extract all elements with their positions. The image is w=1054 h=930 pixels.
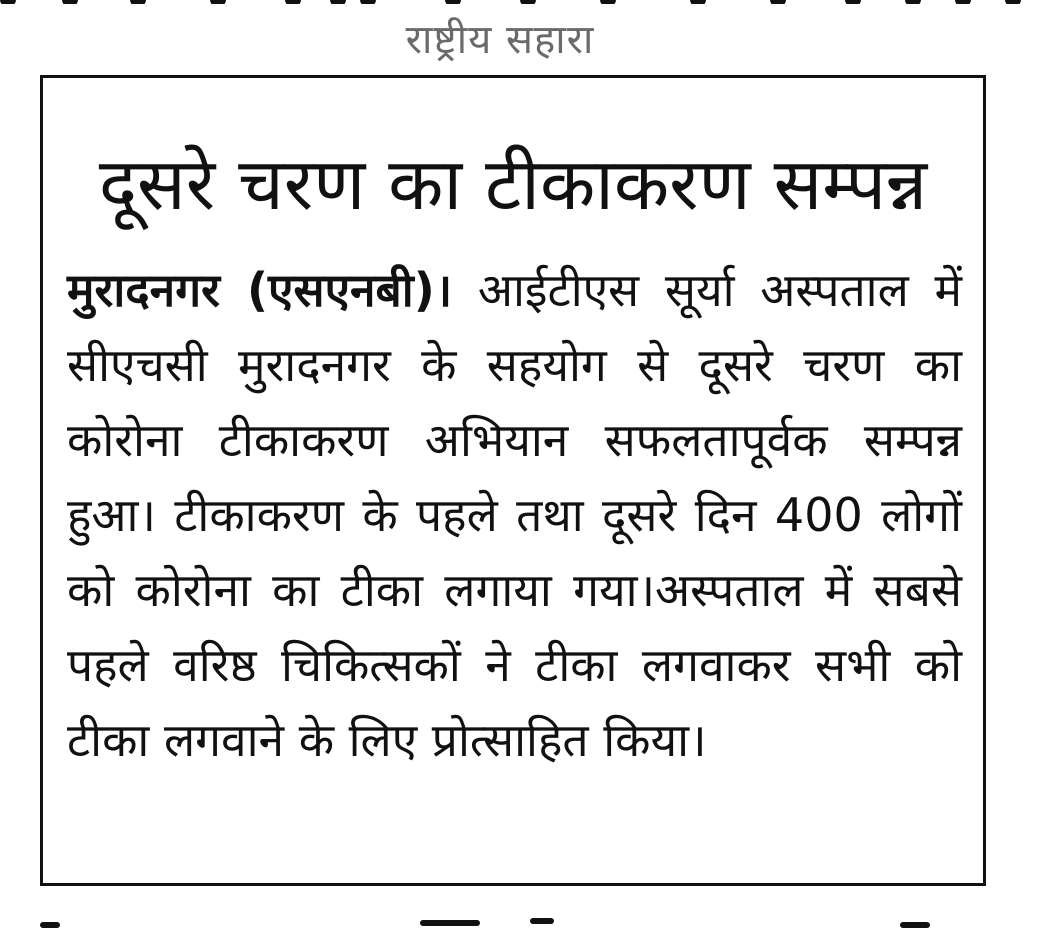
article-body xyxy=(67,253,962,778)
newspaper-masthead: राष्ट्रीय सहारा xyxy=(405,17,595,63)
news-clipping-box xyxy=(40,75,986,886)
article-body-text: आईटीएस सूर्या अस्पताल में सीएचसी मुरादनगर के सहयोग से दूसरे चरण का कोरोना टीकाकरण अभियान सफलतापूर्वक सम्पन्न हुआ। टीकाकरण के पहले तथा दूसरे दिन 400 लोगों को कोरोना का टीका लगाया गया।अस्पताल में सबसे पहले वरिष्ठ चिकित्सकों ने टीका लगवाकर सभी को टीका लगवाने के लिए प्रोत्साहित किया। xyxy=(67,263,962,767)
previous-article-text-fragment xyxy=(0,0,1054,4)
article-headline: दूसरे चरण का टीकाकरण सम्पन्न xyxy=(98,142,928,226)
next-article-text-fragment xyxy=(0,912,1054,930)
article-dateline: मुरादनगर (एसएनबी)। xyxy=(67,263,453,317)
